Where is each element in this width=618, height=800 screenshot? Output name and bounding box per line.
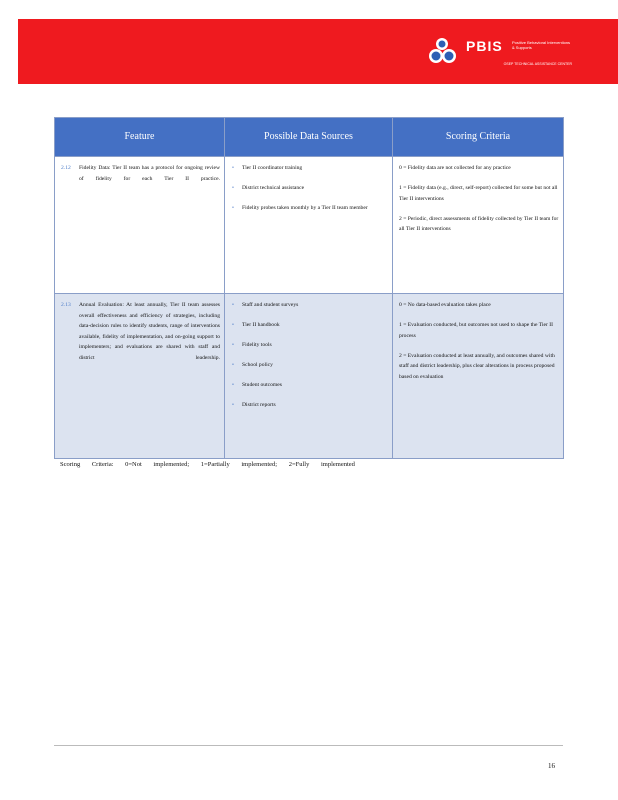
feature-text: Annual Evaluation: At least annually, Tier II team assesses overall effectiveness and efficiency of strategies, including data-decision rules to identify students, range of interventions available, fidelity of implementation, and on-going support to implementers; and evaluations are shared with staff and district leadership. — [79, 302, 220, 361]
list-item: • Tier II handbook — [231, 320, 388, 331]
list-item: • Tier II coordinator training — [231, 163, 388, 174]
page-number: 16 — [548, 762, 555, 770]
criteria-item: 1 = Fidelity data (e.g., direct, self-report) collected for some but not all Tier II interventions — [399, 185, 558, 202]
sources-cell — [225, 157, 393, 294]
header-data-sources: Possible Data Sources — [225, 118, 393, 157]
header-scoring-criteria: Scoring Criteria — [393, 118, 564, 157]
criteria-item: 2 = Evaluation conducted at least annually, and outcomes shared with staff and district leadership, plus clear alterations in process proposed based on evaluation — [399, 352, 555, 380]
list-item: • District reports — [231, 400, 388, 411]
feature-cell — [55, 157, 225, 294]
criteria-item: 1 = Evaluation conducted, but outcomes not used to shape the Tier II process — [399, 322, 554, 339]
sources-cell — [225, 294, 393, 459]
table-row — [55, 294, 564, 459]
logo-wordmark: PBIS — [466, 38, 503, 54]
logo-tagline: Positive Behavioral Interventions & Supports — [512, 40, 571, 50]
table-header-row — [55, 118, 564, 157]
criteria-cell — [393, 294, 564, 459]
table-row — [55, 157, 564, 294]
scoring-legend: Scoring Criteria: 0=Not implemented; 1=Partially implemented; 2=Fully implemented — [60, 461, 355, 468]
logo-subline: OSEP TECHNICAL ASSISTANCE CENTER — [503, 62, 572, 66]
header-banner — [18, 19, 618, 84]
fidelity-table — [54, 117, 564, 459]
list-item: • District technical assistance — [231, 183, 388, 194]
footer-divider — [54, 745, 563, 746]
pbis-emblem-icon — [428, 34, 464, 70]
criteria-cell — [393, 157, 564, 294]
pbis-logo — [428, 34, 578, 70]
feature-cell — [55, 294, 225, 459]
list-item: • School policy — [231, 360, 388, 371]
header-feature: Feature — [55, 118, 225, 157]
feature-number: 2.12 — [61, 165, 71, 171]
feature-number: 2.13 — [61, 302, 71, 308]
list-item: • Fidelity tools — [231, 340, 388, 351]
feature-text: Fidelity Data: Tier II team has a protocol for ongoing review of fidelity for each Tier II practice. — [79, 165, 220, 182]
criteria-item: 2 = Periodic, direct assessments of fidelity collected by Tier II team for all Tier II interventions — [399, 215, 559, 233]
criteria-item: 0 = Fidelity data are not collected for any practice — [399, 165, 511, 171]
list-item: • Fidelity probes taken monthly by a Tier II team member — [231, 203, 388, 214]
list-item: • Student outcomes — [231, 380, 388, 391]
list-item: • Staff and student surveys — [231, 300, 388, 311]
criteria-item: 0 = No data-based evaluation takes place — [399, 302, 491, 308]
